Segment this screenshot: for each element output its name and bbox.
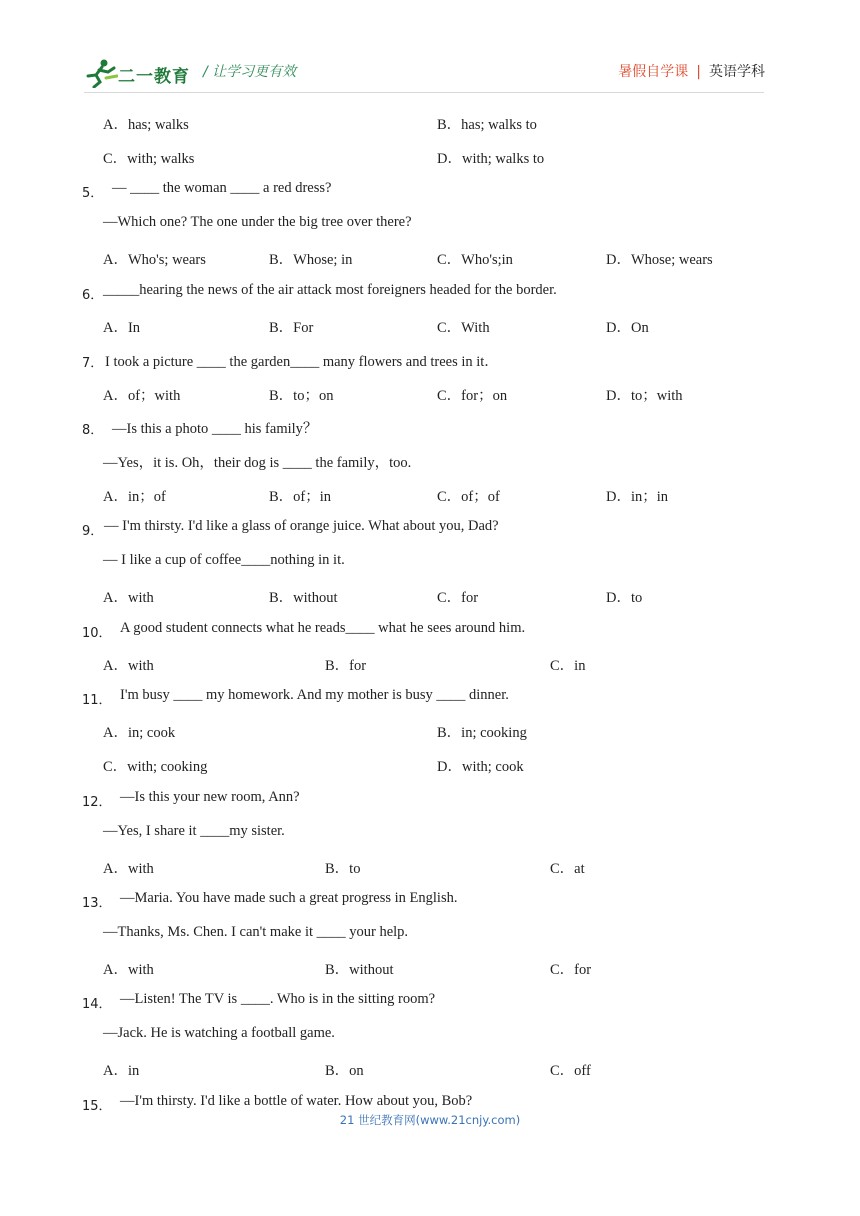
q13-option-c: C．for [550,962,592,978]
q5-option-c: C．Who's;in [437,252,513,268]
q7-option-a: A．of；with [103,388,181,404]
q6-number: 6． [82,288,104,303]
q6-option-c: C．With [437,320,490,336]
q15-stem: —I'm thirsty. I'd like a bottle of water. How about you, Bob? [120,1093,473,1109]
q8-option-d: D．in；in [606,489,669,505]
q8-line2: —Yes，it is. Oh，their dog is ____ the family，too. [103,455,412,471]
q10-stem: A good student connects what he reads____ what he sees around him. [120,620,526,636]
q14-option-c: C．off [550,1063,591,1079]
q13-line2: —Thanks, Ms. Chen. I can't make it ____ your help. [103,924,409,940]
q11-stem: I'm busy ____ my homework. And my mother is busy ____ dinner. [120,687,509,703]
q5-line2: —Which one? The one under the big tree over there? [103,214,412,230]
q9-number: 9． [82,524,104,539]
q14-option-b: B．on [325,1063,364,1079]
q10-option-a: A．with [103,658,154,674]
page-header [0,0,860,100]
q9-option-b: B．without [269,590,338,606]
q13-number: 13． [82,896,112,911]
q13-option-b: B．without [325,962,394,978]
logo-text: 二一教育 [118,67,190,87]
q10-option-b: B．for [325,658,367,674]
q5-number: 5． [82,186,104,201]
course-label: 暑假自学课 [618,64,689,80]
q7-stem: I took a picture ____ the garden____ many flowers and trees in it． [105,354,499,370]
q11-option-b: B．in; cooking [437,725,527,741]
q8-number: 8． [82,423,104,438]
q15-number: 15． [82,1099,112,1114]
q11-option-a: A．in; cook [103,725,176,741]
q7-option-d: D．to；with [606,388,683,404]
q12-line2: —Yes, I share it ____my sister. [103,823,285,839]
q13-stem: —Maria. You have made such a great progress in English. [120,890,458,906]
page-footer[interactable]: 21 世纪教育网(www.21cnjy.com) [339,1113,521,1127]
q9-option-d: D．to [606,590,643,606]
q14-stem: —Listen! The TV is ____. Who is in the sitting room? [120,991,436,1007]
q7-option-c: C．for；on [437,388,508,404]
header-divider [84,92,764,93]
q10-option-c: C．in [550,658,586,674]
q7-number: 7． [82,356,104,371]
q6-option-b: B．For [269,320,314,336]
q8-option-a: A．in；of [103,489,166,505]
q12-option-b: B．to [325,861,361,877]
q6-stem: _____hearing the news of the air attack most foreigners headed for the border. [103,282,557,298]
q12-option-c: C．at [550,861,585,877]
q5-option-b: B．Whose; in [269,252,353,268]
site-logo [84,56,194,90]
q5-option-d: D．Whose; wears [606,252,713,268]
q14-option-a: A．in [103,1063,140,1079]
q14-number: 14． [82,997,112,1012]
q12-number: 12． [82,795,112,810]
q6-option-a: A．In [103,320,141,336]
q7-option-b: B．to；on [269,388,334,404]
q8-option-b: B．of；in [269,489,332,505]
q11-option-c: C．with; cooking [103,759,208,775]
q8-stem: —Is this a photo ____ his family？ [112,421,318,437]
slogan: / 让学习更有效 [203,64,297,80]
q12-option-a: A．with [103,861,154,877]
q9-stem: — I'm thirsty. I'd like a glass of orange juice. What about you, Dad? [104,518,499,534]
q8-option-c: C．of；of [437,489,500,505]
subject-label: 英语学科 [709,64,765,80]
q4-option-d: D．with; walks to [437,151,545,167]
q11-number: 11． [82,693,112,708]
q4-option-b: B．has; walks to [437,117,537,133]
q5-stem: — ____ the woman ____ a red dress? [112,180,332,196]
q10-number: 10． [82,626,112,641]
q12-stem: —Is this your new room, Ann? [120,789,300,805]
q9-option-a: A．with [103,590,154,606]
q4-option-c: C．with; walks [103,151,195,167]
q5-option-a: A．Who's; wears [103,252,206,268]
header-course-info [618,61,765,81]
header-separator: | [696,64,701,80]
q14-line2: —Jack. He is watching a football game. [103,1025,335,1041]
q4-option-a: A．has; walks [103,117,189,133]
q13-option-a: A．with [103,962,154,978]
q11-option-d: D．with; cook [437,759,524,775]
q9-line2: — I like a cup of coffee____nothing in it. [103,552,345,568]
q9-option-c: C．for [437,590,479,606]
runner-icon [84,58,118,88]
q6-option-d: D．On [606,320,649,336]
